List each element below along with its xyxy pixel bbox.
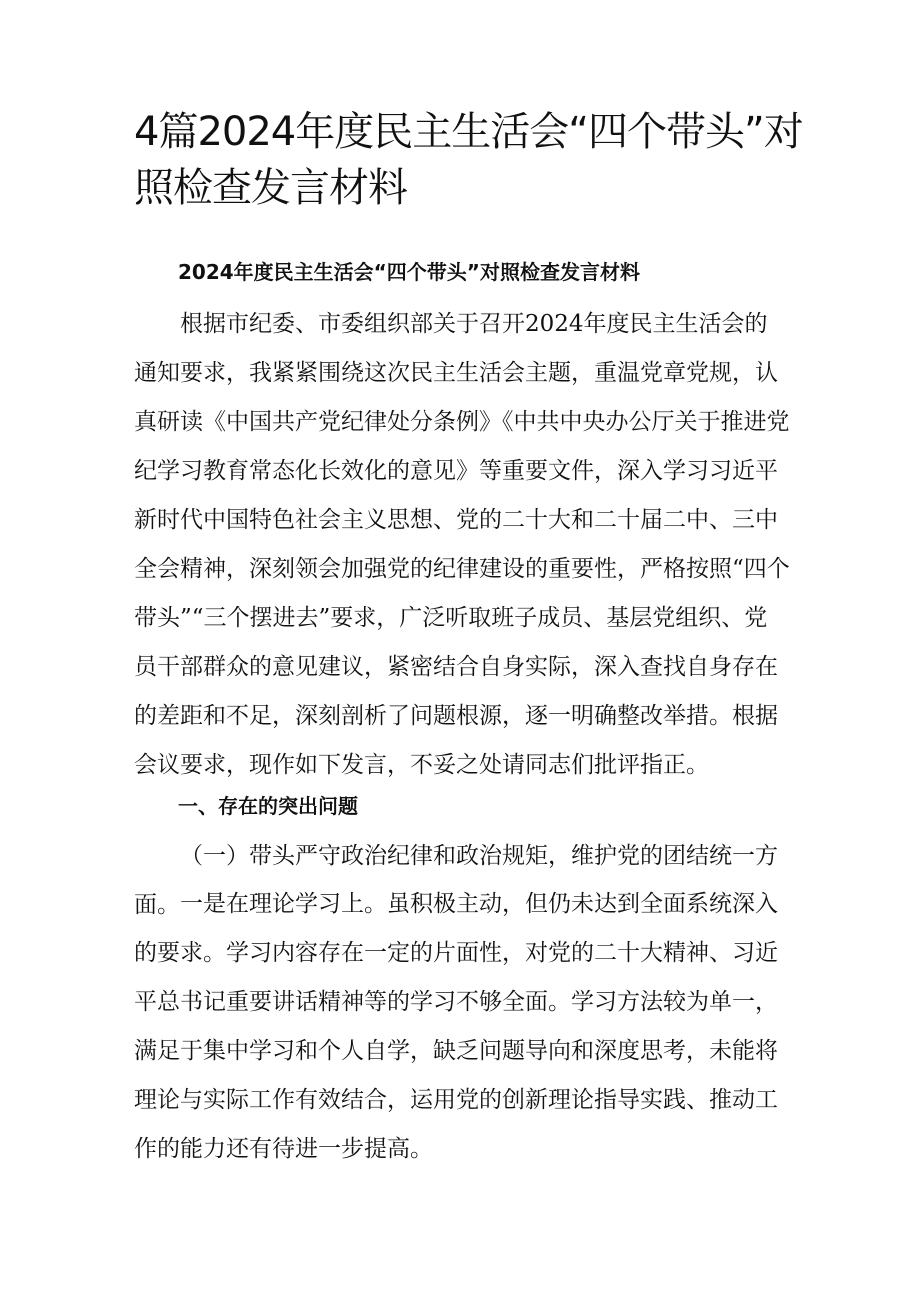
subsection-heading-political-discipline: （一）带头严守政治纪律和政治规矩，维护党的团结统一方面。 xyxy=(134,843,778,918)
item-paragraph-theory-study: 一是在理论学习上。虽积极主动，但仍未达到全面系统深入的要求。学习内容存在一定的片面性，对党的二十大精神、习近平总书记重要讲话精神等的学习不够全面。学习方法较为单一，满足于集中学习和个人自学，缺乏问题导向和深度思考，未能将理论与实际工作有效结合，运用党的创新理论指导实践、推动工作的能力还有待进一步提高。 xyxy=(134,891,778,1162)
document-title: 4篇2024年度民主生活会“四个带头”对照检查发言材料 xyxy=(134,109,803,211)
document-subtitle: 2024年度民主生活会“四个带头”对照检查发言材料 xyxy=(178,260,640,284)
intro-paragraph: 根据市纪委、市委组织部关于召开2024年度民主生活会的通知要求，我紧紧围绕这次民主生活会主题，重温党章党规，认真研读《中国共产党纪律处分条例》《中共中央办公厅关于推进党纪学习教育常态化长效化的意见》等重要文件，深入学习习近平新时代中国特色社会主义思想、党的二十大和二十届二中、三中全会精神，深刻领会加强党的纪律建设的重要性，严格按照“四个带头”“三个摆进去”要求，广泛听取班子成员、基层党组织、党员干部群众的意见建议，紧密结合自身实际，深入查找自身存在的差距和不足，深刻剖析了问题根源，逐一明确整改举措。根据会议要求，现作如下发言，不妥之处请同志们批评指正。 xyxy=(134,311,790,778)
section-heading-problems: 一、存在的突出问题 xyxy=(178,794,358,818)
